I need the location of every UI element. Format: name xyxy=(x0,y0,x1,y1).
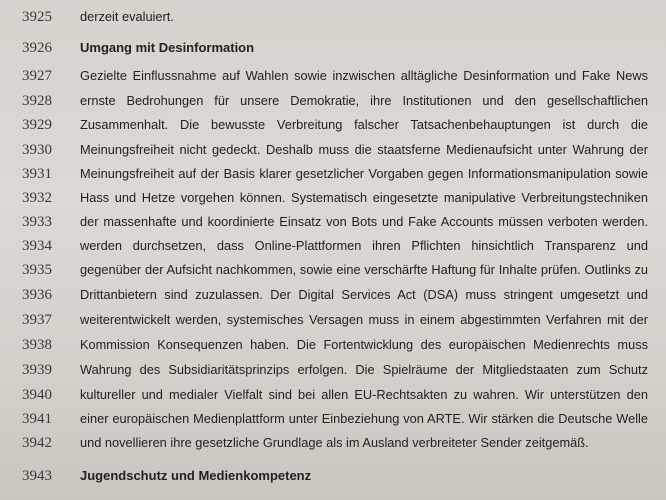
line-number: 3925 xyxy=(22,9,52,25)
line-text: Wahrung des Subsidiaritätsprinzips erfolgen. Die Spielräume der Mitgliedstaaten zum Schutz xyxy=(80,362,648,377)
text-line xyxy=(0,187,666,209)
line-number: 3928 xyxy=(22,93,52,109)
line-text: Meinungsfreiheit auf der Basis klarer gesetzlicher Vorgaben gegen Informationsmanipulation sowie xyxy=(80,166,648,181)
text-line xyxy=(0,211,666,233)
line-number: 3938 xyxy=(22,337,52,353)
line-number: 3929 xyxy=(22,117,52,133)
line-number: 3933 xyxy=(22,214,52,230)
line-number: 3940 xyxy=(22,387,52,403)
line-number: 3939 xyxy=(22,362,52,378)
text-line xyxy=(0,235,666,257)
section-heading: Jugendschutz und Medienkompetenz xyxy=(80,468,312,483)
text-line xyxy=(0,432,666,454)
text-line xyxy=(0,163,666,185)
line-text: Gezielte Einflussnahme auf Wahlen sowie inzwischen alltägliche Desinformation und Fake News xyxy=(80,68,648,83)
text-line xyxy=(0,114,666,136)
line-text: einer europäischen Medienplattform unter Einbeziehung von ARTE. Wir stärken die Deutsche Welle xyxy=(80,411,648,426)
text-line xyxy=(0,309,666,331)
text-line xyxy=(0,384,666,406)
line-number: 3931 xyxy=(22,166,52,182)
text-line xyxy=(0,90,666,112)
line-text: Hass und Hetze vorgehen können. Systematisch eingesetzte manipulative Verbreitungstechniken xyxy=(80,190,648,205)
text-line xyxy=(0,334,666,356)
line-text: Meinungsfreiheit nicht gedeckt. Deshalb muss die staatsferne Medienaufsicht unter Wahrung der xyxy=(80,142,648,157)
line-number: 3927 xyxy=(22,68,52,84)
line-number: 3943 xyxy=(22,468,52,484)
text-line xyxy=(0,359,666,381)
line-text: derzeit evaluiert. xyxy=(80,9,174,24)
text-line xyxy=(0,408,666,430)
line-text: Kommission Konsequenzen haben. Die Fortentwicklung des europäischen Medienrechts muss xyxy=(80,337,648,352)
line-text: gegenüber der Aufsicht nachkommen, sowie eine verschärfte Haftung für Inhalte prüfen. Outlinks zu xyxy=(80,262,648,277)
line-text: Drittanbietern sind zuzulassen. Der Digital Services Act (DSA) muss stringent umgesetzt und xyxy=(80,287,648,302)
text-line xyxy=(0,139,666,161)
line-text: Zusammenhalt. Die bewusste Verbreitung falscher Tatsachenbehauptungen ist durch die xyxy=(80,117,648,132)
line-number: 3926 xyxy=(22,40,52,56)
text-line xyxy=(0,259,666,281)
line-number: 3942 xyxy=(22,435,52,451)
line-text: werden durchsetzen, dass Online-Plattformen ihren Pflichten hinsichtlich Transparenz und xyxy=(80,238,648,253)
text-line xyxy=(0,284,666,306)
section-heading: Umgang mit Desinformation xyxy=(80,40,255,55)
line-text: und novellieren ihre gesetzliche Grundlage als im Ausland verbreiteter Sender zeitgemäß. xyxy=(80,435,589,450)
line-text: kultureller und medialer Vielfalt sind bei allen EU-Rechtsakten zu wahren. Wir unterstützen den xyxy=(80,387,648,402)
section-heading-line xyxy=(0,37,666,59)
line-number: 3932 xyxy=(22,190,52,206)
line-number: 3941 xyxy=(22,411,52,427)
line-number: 3937 xyxy=(22,312,52,328)
line-number: 3936 xyxy=(22,287,52,303)
line-number: 3935 xyxy=(22,262,52,278)
line-text: ernste Bedrohungen für unsere Demokratie, ihre Institutionen und den gesellschaftlichen xyxy=(80,93,648,108)
section-heading-line xyxy=(0,465,666,487)
line-number: 3930 xyxy=(22,142,52,158)
line-number: 3934 xyxy=(22,238,52,254)
text-line xyxy=(0,65,666,87)
line-text: der massenhafte und koordinierte Einsatz von Bots und Fake Accounts müssen verboten werden. xyxy=(80,214,648,229)
line-text: weiterentwickelt werden, systemisches Versagen muss in einem abgestimmten Verfahren mit der xyxy=(80,312,648,327)
text-line xyxy=(0,6,666,28)
